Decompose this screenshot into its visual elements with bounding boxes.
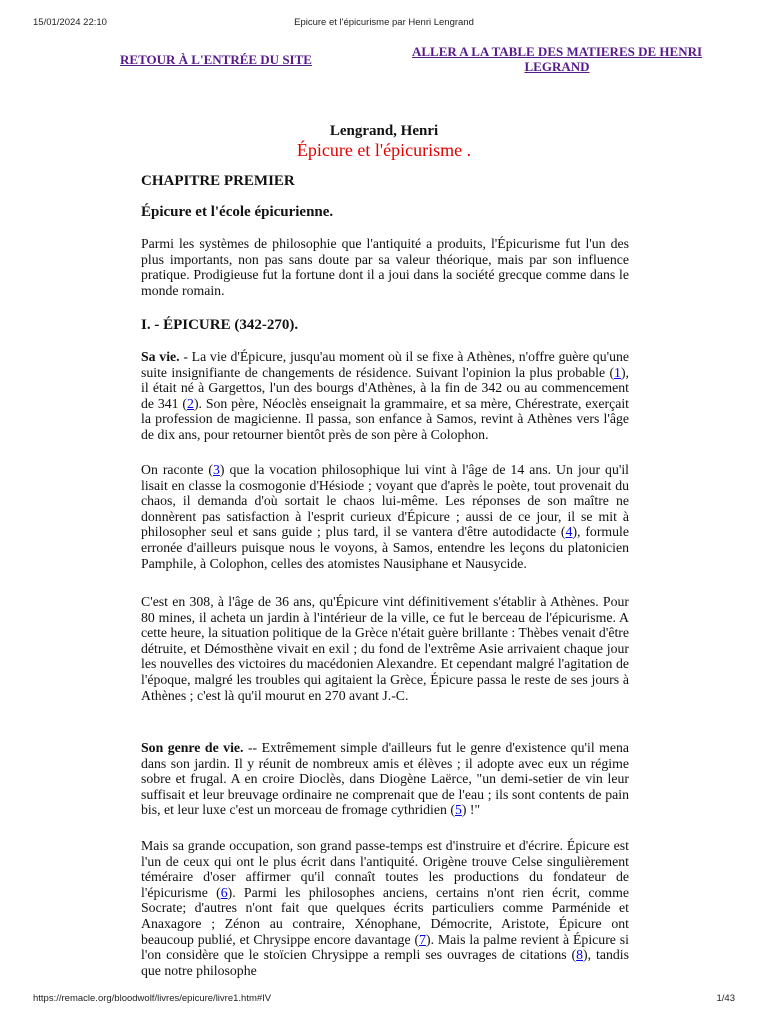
sa-vie-label: Sa vie. bbox=[141, 349, 180, 364]
paragraph-cest-en-308: C'est en 308, à l'âge de 36 ans, qu'Épicure vint définitivement s'établir à Athènes. Pour 80 mines, il acheta un jardin à l'intérieur de la ville, ce fut le berceau de l'épicurisme. A cette heure, la situation politique de la Grèce n'était guère brillante : Thèbes venait d'être détruite, et Démosthène vivait en exil ; du fond de l'extrême Asie arrivaient chaque jour les nouvelles des victoires du macédonien Alexandre. Et cependant malgré l'agitation de l'époque, malgré les troubles qui agitaient la Grèce, Épicure passa le reste de ses jours à Athènes ; c'est là qu'il mourut en 270 avant J.-C. bbox=[141, 594, 629, 703]
intro-paragraph: Parmi les systèmes de philosophie que l'antiquité a produits, l'Épicurisme fut l'un des plus importants, non pas sans doute par sa valeur théorique, mais par son influence pratique. Prodigieuse fut la fortune dont il a joui dans la société grecque comme dans le monde romain. bbox=[141, 236, 629, 298]
text-segment: ), formule erronée d'ailleurs puisque nous le voyons, à Samos, entendre les leçons du platonicien Pamphile, à Colophon, celles des atomistes Nausiphane et Nausycide. bbox=[141, 524, 630, 571]
genre-de-vie-label: Son genre de vie. bbox=[141, 740, 244, 755]
part-heading: I. - ÉPICURE (342-270). bbox=[141, 317, 299, 333]
text-segment: ), tandis que notre philosophe bbox=[141, 947, 630, 978]
paragraph-mais-sa-grande-occupation bbox=[141, 838, 629, 978]
print-url: https://remacle.org/bloodwolf/livres/epicure/livre1.htm#IV bbox=[33, 993, 272, 1004]
chapter-heading: CHAPITRE PREMIER bbox=[141, 173, 295, 189]
footnote-link-5[interactable]: 5 bbox=[454, 802, 462, 818]
paragraph-sa-vie bbox=[141, 349, 629, 443]
text-segment: ) !" bbox=[461, 802, 481, 818]
footnote-link-1[interactable]: 1 bbox=[614, 364, 621, 380]
print-header bbox=[33, 17, 735, 31]
footnote-link-8[interactable]: 8 bbox=[576, 947, 584, 963]
section-title: Épicure et l'école épicurienne. bbox=[141, 204, 334, 220]
print-title: Epicure et l'épicurisme par Henri Lengrand bbox=[294, 17, 474, 28]
home-link[interactable]: RETOUR À L'ENTRÉE DU SITE bbox=[120, 52, 312, 67]
footnote-link-3[interactable]: 3 bbox=[213, 462, 220, 477]
text-segment: ). Son père, Néoclès enseignait la grammaire, et sa mère, Chérestrate, exerçait la profession de magicienne. Il passa, son enfance à Samos, revint à Athènes vers l'âge de dix ans, pour retourner bientôt près de son père à Colophon. bbox=[141, 395, 629, 442]
print-footer bbox=[33, 993, 735, 1007]
text-segment: ), il était né à Gargettos, l'un des bourgs d'Athènes, à la fin de 342 ou au commencement de 341 ( bbox=[141, 364, 629, 411]
text-segment: ). Parmi les philosophes anciens, certains n'ont rien écrit, comme Socrate; d'autres n'ont fait que quelques écrits particuliers comme Parménide et Anaxagore ; Zénon au contraire, Xénophane, Démocrite, Aristote, Épicure ont beaucoup publié, et Chrysippe encore davantage ( bbox=[141, 884, 629, 947]
table-of-contents-link[interactable]: ALLER A LA TABLE DES MATIERES DE HENRI LEGRAND bbox=[411, 44, 703, 74]
text-segment: - La vie d'Épicure, jusqu'au moment où il se fixe à Athènes, n'offre guère qu'une suite insignifiante de changements de résidence. Suivant l'opinion la plus probable ( bbox=[141, 349, 630, 380]
text-segment: On raconte ( bbox=[141, 462, 213, 477]
footnote-link-4[interactable]: 4 bbox=[565, 524, 573, 540]
footnote-link-7[interactable]: 7 bbox=[419, 931, 426, 947]
page-number: 1/43 bbox=[716, 993, 735, 1004]
text-segment: -- Extrêmement simple d'ailleurs fut le genre d'existence qu'il mena dans son jardin. Il y réunit de nombreux amis et élèves ; il adopte avec eux un régime sobre et frugal. A en croire Dioclès, dans Diogène Laërce, "un demi-setier de vin leur suffisait et leur breuvage ordinaire ne comprenait que de l'eau ; ils sont contents de pain bis, et leur luxe c'est un morceau de fromage cythridien ( bbox=[141, 740, 630, 818]
text-segment: ) que la vocation philosophique lui vint à l'âge de 14 ans. Un jour qu'il lisait en classe la cosmogonie d'Hésiode ; voyant que d'après le poète, tout provenait du chaos, il demanda d'où sortait le chaos lui-même. Les réponses de son maître ne donnèrent pas satisfaction à l'esprit curieux d'Épicure ; aussi de ce jour, il se mit à philosopher seul et sans guide ; plus tard, il se vantera d'être autodidacte ( bbox=[141, 462, 629, 540]
text-segment: ). Mais la palme revient à Épicure si l'on considère que le stoïcien Chrysippe a rempli ses ouvrages de citations ( bbox=[141, 931, 629, 963]
paragraph-on-raconte bbox=[141, 462, 629, 571]
footnote-link-6[interactable]: 6 bbox=[220, 884, 228, 900]
print-date: 15/01/2024 22:10 bbox=[33, 17, 107, 28]
book-title: Épicure et l'épicurisme . bbox=[296, 140, 472, 160]
author-name: Lengrand, Henri bbox=[329, 123, 439, 139]
paragraph-genre-de-vie bbox=[141, 740, 629, 818]
text-segment: Mais sa grande occupation, son grand passe-temps est d'instruire et d'écrire. Épicure est l'un de ceux qui ont le plus écrit dans l'antiquité. Origène trouve Celse singulièrement téméraire d'oser affirmer qu'il connaît toutes les productions du fondateur de l'épicurisme ( bbox=[141, 838, 629, 900]
footnote-link-2[interactable]: 2 bbox=[187, 395, 194, 411]
